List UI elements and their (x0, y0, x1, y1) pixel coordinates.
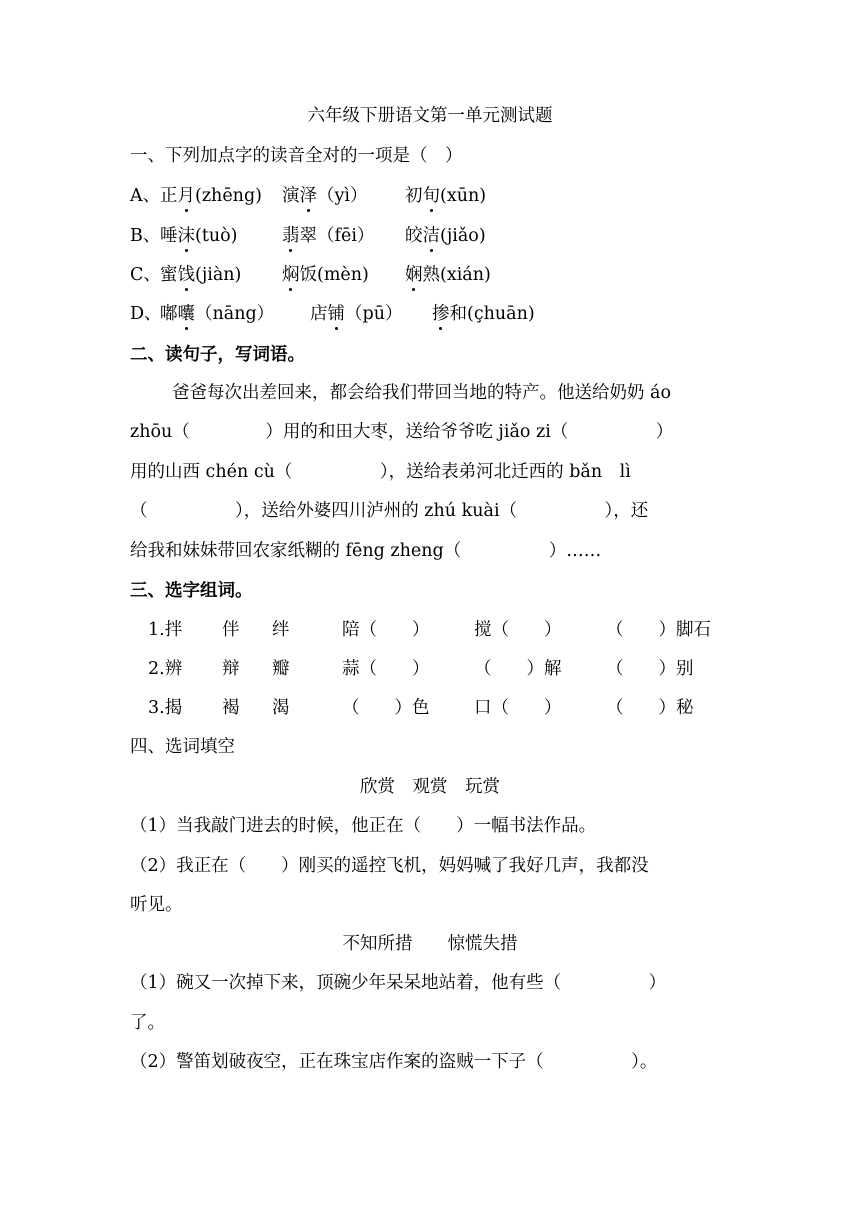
option-reading: （yì） (317, 186, 368, 206)
section2-line: 爸爸每次出差回来，都会给我们带回当地的特产。他送给奶奶 áo (172, 383, 672, 403)
option-reading: 熟(xián) (422, 265, 491, 285)
option-char: 店 (310, 304, 328, 324)
section2-heading: 二、读句子，写词语。 (130, 345, 305, 365)
option-char: 正 (160, 186, 178, 206)
option-label: A、 (130, 186, 161, 206)
dotted-char: 囔 (177, 304, 195, 324)
word-choices-1: 欣赏 观赏 玩赏 (360, 777, 500, 797)
word-cell: 褐 (222, 698, 240, 718)
option-reading: (zhēng) (195, 186, 262, 206)
dotted-char: 饯 (177, 265, 195, 285)
option-item (160, 302, 274, 326)
option-char: 蜜 (160, 265, 178, 285)
question-line: （1）碗又一次掉下来，顶碗少年呆呆地站着，他有些（ ） (130, 973, 667, 993)
word-cell: 辩 (222, 659, 240, 679)
option-item (160, 184, 262, 208)
option-char: 焖 (282, 265, 300, 285)
option-reading: 饭(mèn) (299, 265, 369, 285)
word-cell: 搅（ ） (474, 620, 562, 640)
word-cell: （ ）解 (474, 659, 562, 679)
option-reading: (tuò) (195, 226, 238, 246)
word-cell: 伴 (222, 620, 240, 640)
option-item (160, 263, 241, 287)
word-cell: 陪（ ） (342, 620, 430, 640)
word-cell: 3.揭 (148, 698, 183, 718)
option-item (405, 184, 486, 208)
section2-line: （ ），送给外婆四川泸州的 zhú kuài（ ），还 (130, 501, 649, 521)
question-line: （1）当我敲门进去的时候，他正在（ ）一幅书法作品。 (130, 816, 597, 836)
option-reading: (jiǎo) (440, 226, 486, 246)
section2-line: 给我和妹妹带回农家纸糊的 fēng zheng（ ）…… (130, 541, 602, 561)
option-item (282, 263, 369, 287)
dotted-char: 旬 (422, 186, 440, 206)
question-line: 了。 (130, 1013, 165, 1033)
option-char: 演 (282, 186, 300, 206)
word-cell: 渴 (272, 698, 290, 718)
word-cell: （ ）脚石 (606, 620, 711, 640)
page-title: 六年级下册语文第一单元测试题 (307, 106, 553, 126)
word-cell: （ ）色 (342, 698, 430, 718)
option-item (160, 224, 238, 248)
option-char: 唾 (160, 226, 178, 246)
option-reading: 翠（fēi） (299, 226, 375, 246)
section2-line: 用的山西 chén cù（ ），送给表弟河北迁西的 bǎn lì (130, 462, 631, 482)
option-char: 掺 (432, 304, 450, 324)
option-label: C、 (130, 265, 161, 285)
word-cell: 绊 (272, 620, 290, 640)
dotted-char: 洁 (422, 226, 440, 246)
section4-heading: 四、选词填空 (130, 737, 235, 757)
question-line: （2）警笛划破夜空，正在珠宝店作案的盗贼一下子（ ）。 (130, 1052, 658, 1072)
option-item (405, 263, 491, 287)
word-cell: （ ）秘 (606, 698, 694, 718)
question-line: （2）我正在（ ）刚买的遥控飞机，妈妈喊了我好几声，我都没 (130, 856, 649, 876)
dotted-char: 沫 (177, 226, 195, 246)
section3-heading: 三、选字组词。 (130, 581, 253, 601)
option-reading: 和(çhuān) (449, 304, 535, 324)
dotted-char: 铺 (327, 304, 345, 324)
word-cell: （ ）别 (606, 659, 694, 679)
word-cell: 口（ ） (474, 698, 562, 718)
option-reading: (xūn) (440, 186, 487, 206)
option-reading: （nāng） (195, 304, 275, 324)
option-item (432, 302, 535, 326)
option-char: 嘟 (160, 304, 178, 324)
option-char: 皎 (405, 226, 423, 246)
word-cell: 1.拌 (148, 620, 183, 640)
word-cell: 蒜（ ） (342, 659, 430, 679)
option-char: 娴 (405, 265, 423, 285)
question-line: 听见。 (130, 895, 183, 915)
word-cell: 瓣 (272, 659, 290, 679)
option-char: 初 (405, 186, 423, 206)
option-item (282, 184, 367, 208)
section1-heading: 一、下列加点字的读音全对的一项是（ ） (130, 146, 463, 166)
option-char: 翡 (282, 226, 300, 246)
option-reading: （pū） (345, 304, 403, 324)
option-reading: (jiàn) (195, 265, 242, 285)
option-item (310, 302, 402, 326)
option-item (405, 224, 486, 248)
option-label: D、 (130, 304, 162, 324)
dotted-char: 月 (177, 186, 195, 206)
option-item (282, 224, 374, 248)
option-label: B、 (130, 226, 161, 246)
section2-line: zhōu（ ）用的和田大枣，送给爷爷吃 jiǎo zi（ ） (130, 422, 674, 442)
word-cell: 2.辨 (148, 659, 183, 679)
dotted-char: 泽 (299, 186, 317, 206)
word-choices-2: 不知所措 惊慌失措 (342, 934, 518, 954)
